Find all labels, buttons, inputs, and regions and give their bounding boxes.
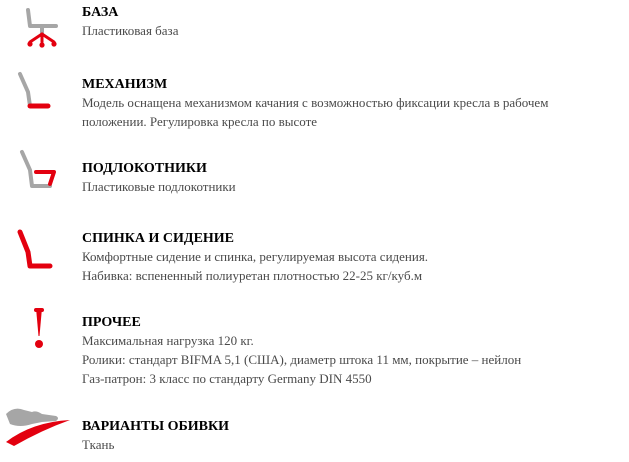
feature-title: СПИНКА И СИДЕНИЕ: [82, 231, 235, 246]
feature-title: МЕХАНИЗМ: [82, 77, 168, 92]
feature-line: Комфортные сидение и спинка, регулируемая высота сидения.: [82, 249, 429, 264]
chair-back-seat-icon: [8, 226, 64, 282]
feature-title: ПРОЧЕЕ: [82, 315, 141, 330]
chair-base-icon: [8, 4, 64, 60]
feature-line: Пластиковые подлокотники: [82, 179, 236, 194]
feature-line: Пластиковая база: [82, 23, 179, 38]
chair-mechanism-icon: [8, 70, 64, 126]
upholstery-hand-icon: [2, 402, 74, 458]
exclamation-icon: [8, 306, 64, 362]
feature-line: Набивка: вспененный полиуретан плотностью 22-25 кг/куб.м: [82, 268, 423, 283]
feature-title: БАЗА: [82, 5, 119, 20]
feature-line: Ткань: [82, 437, 115, 452]
feature-line: положении. Регулировка кресла по высоте: [82, 114, 318, 129]
feature-line: Максимальная нагрузка 120 кг.: [82, 333, 254, 348]
chair-armrest-icon: [8, 148, 64, 204]
feature-title: ПОДЛОКОТНИКИ: [82, 161, 207, 176]
feature-line: Модель оснащена механизмом качания с возможностью фиксации кресла в рабочем: [82, 95, 549, 110]
feature-line: Ролики: стандарт BIFMA 5,1 (США), диаметр штока 11 мм, покрытие – нейлон: [82, 352, 522, 367]
feature-line: Газ-патрон: 3 класс по стандарту Germany DIN 4550: [82, 371, 372, 386]
feature-title: ВАРИАНТЫ ОБИВКИ: [82, 419, 230, 434]
